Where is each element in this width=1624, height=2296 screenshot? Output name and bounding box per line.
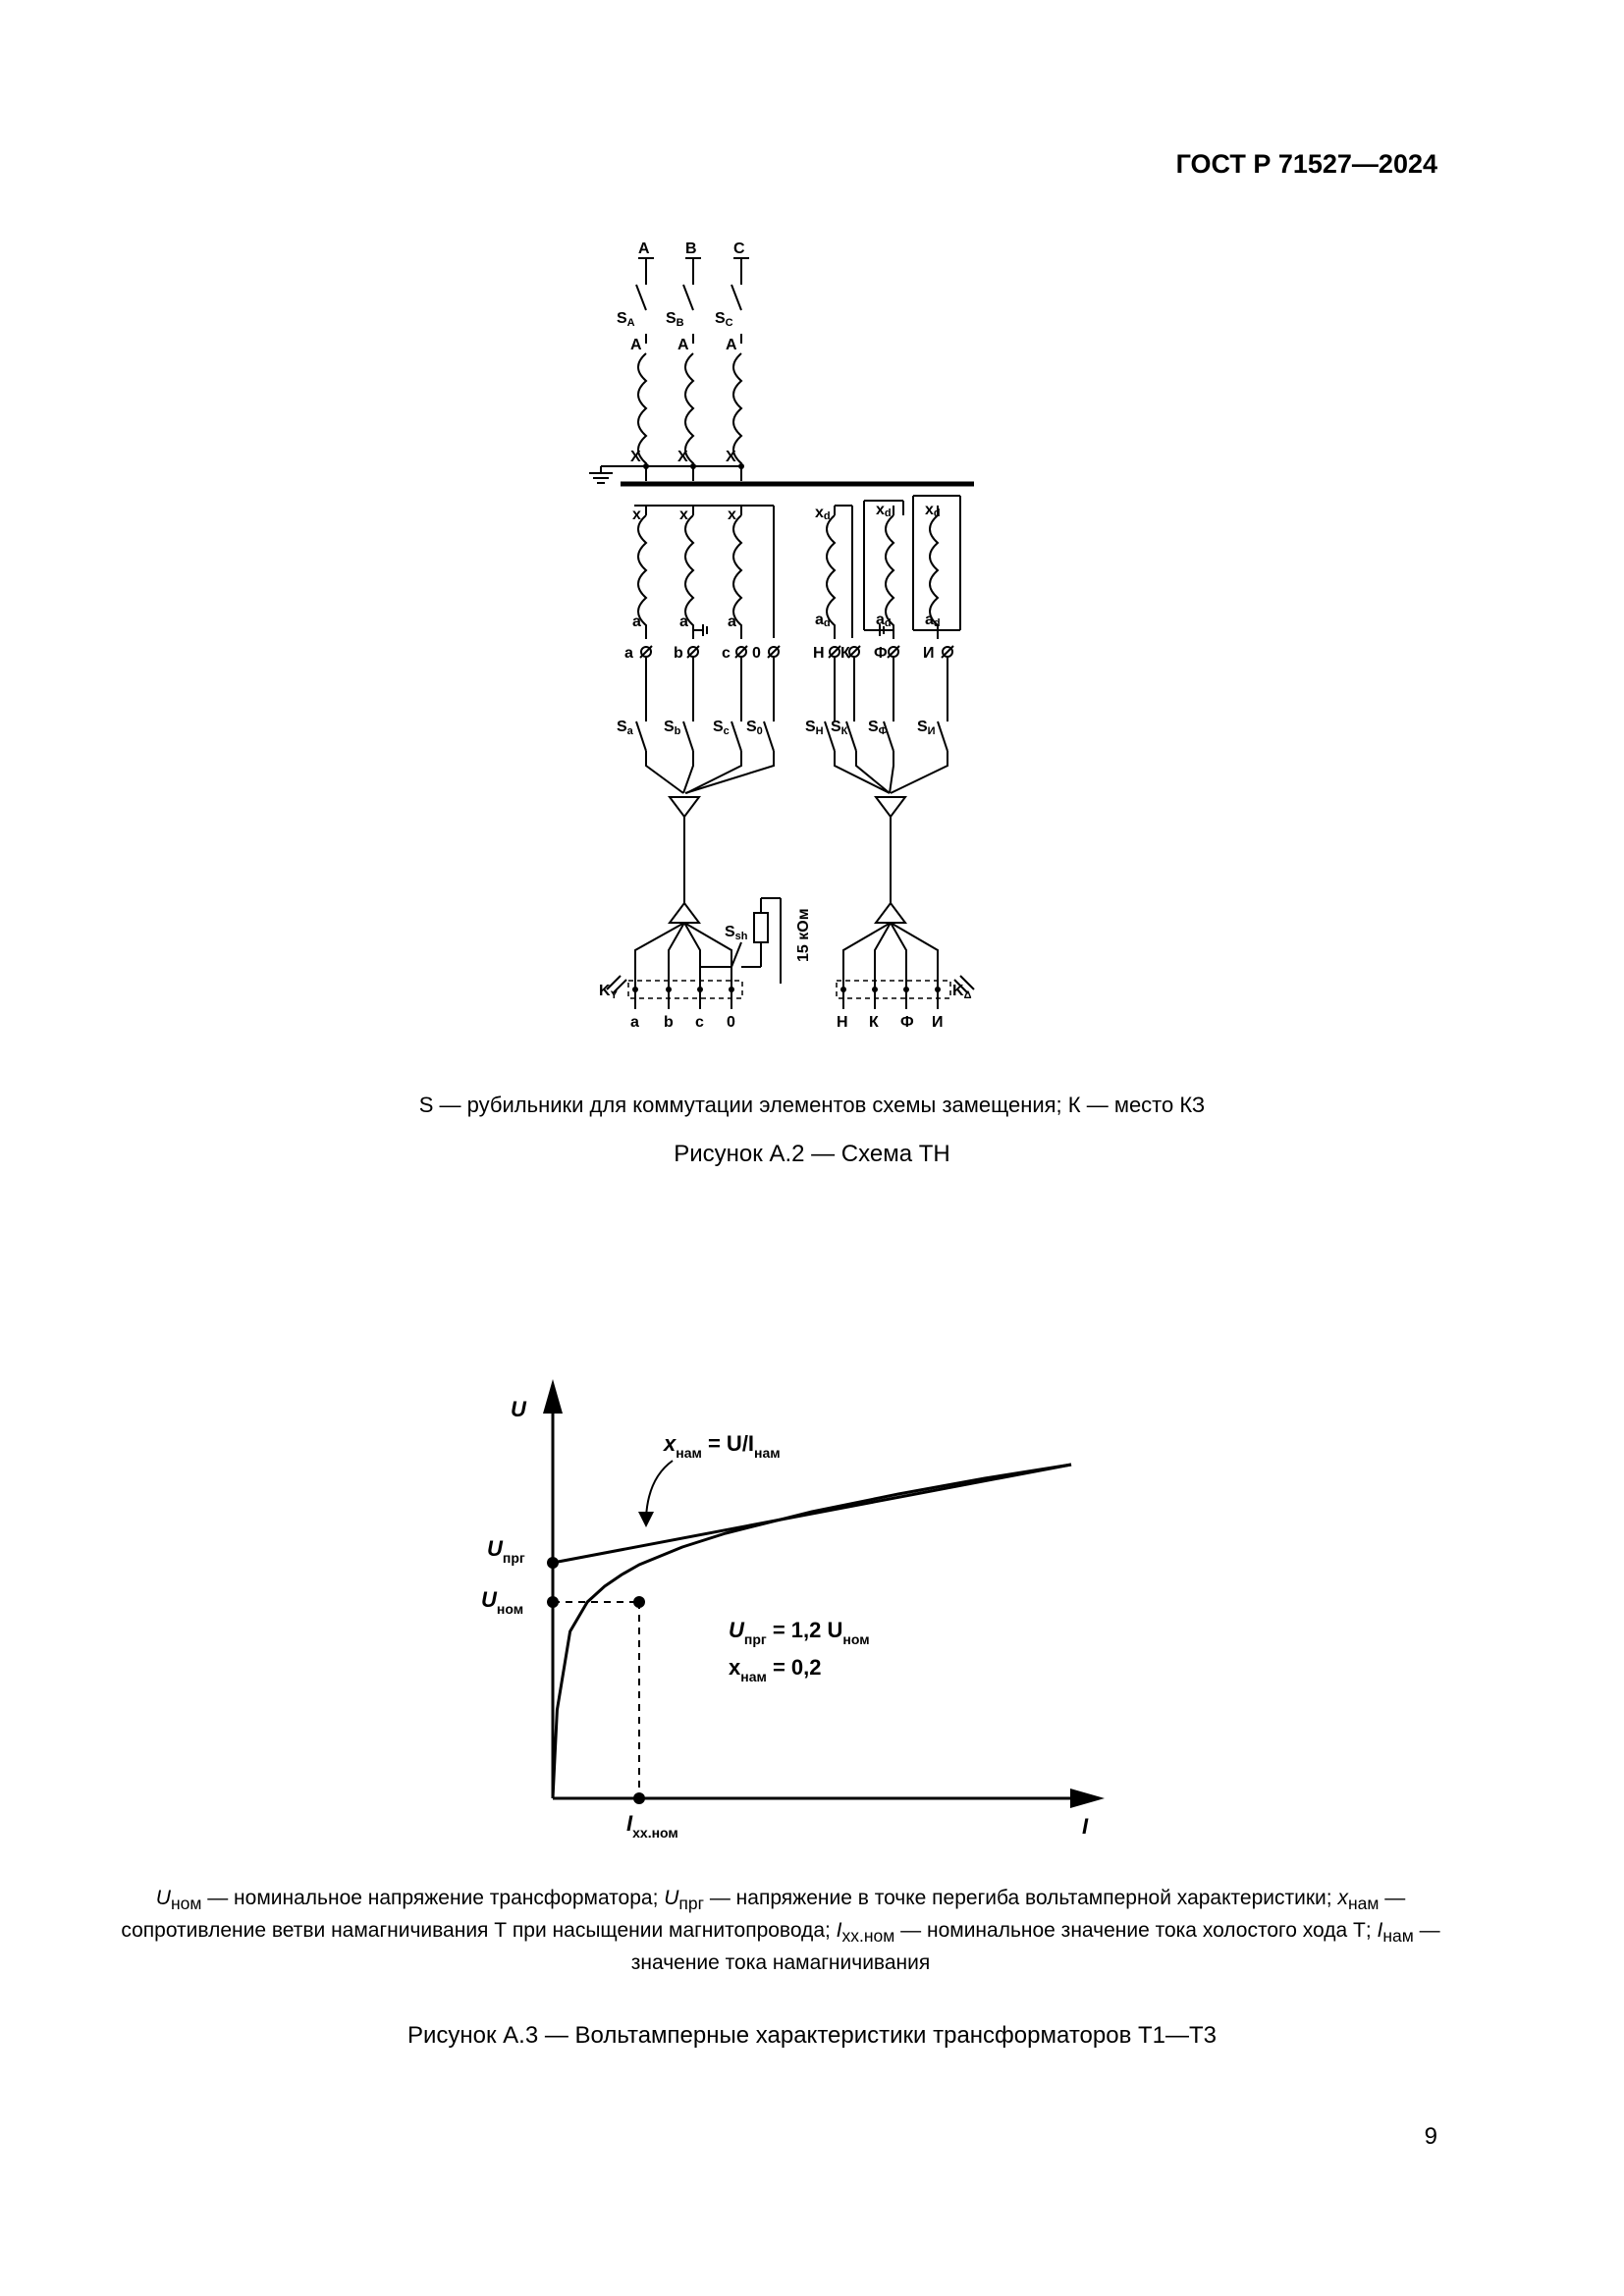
- i-xx-point: [633, 1792, 645, 1804]
- switch-label-c: SC: [715, 310, 733, 329]
- figure-a2-caption: Рисунок А.2 — Схема ТН: [674, 1141, 950, 1167]
- star-bottom-a: a: [630, 1014, 639, 1031]
- figure-a3-legend: $U_{ном}$ — номинальное напряжение трансформатора; $U_{прг}$ — напряжение в точке перегиба вольтамперной характеристики; $x_{нам}$ — сопротивление ветви намагничивания Т при насыщении магнитопровода; $I_{хх.ном}$ — номинальное значение тока холостого хода Т; $I_{нам}$ — значение тока намагничивания: [121, 1887, 1440, 1975]
- i-xx-label: $I_{хх.ном}$: [626, 1811, 678, 1841]
- delta-top-3: xd: [925, 502, 941, 519]
- u-nom-point: [547, 1596, 559, 1608]
- kd-label: KΔ: [952, 983, 972, 1001]
- delta-top-1: xd: [815, 505, 831, 522]
- star-switch-0: S0: [746, 719, 763, 737]
- eq1-label: $U_{прг} = 1,2$ $U_{ном}$: [729, 1618, 870, 1647]
- u-prg-point: [547, 1557, 559, 1569]
- star-bottom-0: 0: [727, 1014, 735, 1031]
- delta-switch-f: SФ: [868, 719, 889, 737]
- delta-top-2: xd: [876, 502, 892, 519]
- delta-bottom-n: Н: [837, 1014, 848, 1031]
- star-out-c: c: [722, 645, 731, 662]
- delta-out-f: Ф: [874, 645, 888, 662]
- hv-bot-b: X: [677, 449, 688, 465]
- x-axis-label: I: [1082, 1814, 1089, 1839]
- delta-switch-n: SН: [805, 719, 824, 737]
- phase-label-a: A: [638, 240, 650, 257]
- u-prg-label: $U_{прг}$: [487, 1536, 525, 1566]
- hv-top-a: A: [630, 337, 642, 353]
- star-bot-b: a: [679, 614, 688, 630]
- slope-arrow-head: [638, 1512, 654, 1527]
- star-switch-a: Sa: [617, 719, 633, 737]
- delta-bottom-k: К: [869, 1014, 879, 1031]
- delta-switch-i: SИ: [917, 719, 936, 737]
- delta-out-i: И: [923, 645, 935, 662]
- y-axis-arrow: [543, 1379, 563, 1414]
- hv-bot-c: X: [726, 449, 736, 465]
- delta-bot-1: ad: [815, 612, 831, 629]
- transformer-schematic: [0, 0, 1624, 1080]
- star-bot-a: a: [632, 614, 641, 630]
- document-header: ГОСТ Р 71527—2024: [1175, 149, 1437, 179]
- slope-label: $x_{нам} = U/I_{нам}$: [664, 1431, 781, 1461]
- delta-bottom-f: Ф: [900, 1014, 914, 1031]
- phase-label-b: B: [685, 240, 697, 257]
- star-out-b: b: [674, 645, 683, 662]
- delta-out-k: К: [840, 645, 850, 662]
- y-axis-label: U: [511, 1397, 526, 1421]
- delta-out-n: Н: [813, 645, 825, 662]
- delta-bot-3: ad: [925, 612, 941, 629]
- hv-top-b: A: [677, 337, 689, 353]
- star-switch-b: Sb: [664, 719, 681, 737]
- va-curve: [553, 1465, 1071, 1798]
- hv-bot-a: X: [630, 449, 641, 465]
- page-number: 9: [1424, 2123, 1437, 2150]
- star-bottom-c: c: [695, 1014, 704, 1031]
- delta-bot-2: ad: [876, 612, 892, 629]
- operating-point: [633, 1596, 645, 1608]
- star-out-a: a: [624, 645, 633, 662]
- hv-top-c: A: [726, 337, 737, 353]
- resistor-label: 15 кОм: [795, 908, 812, 962]
- slope-arrow: [646, 1461, 673, 1518]
- star-bot-c: a: [728, 614, 736, 630]
- ky-label: KY: [599, 983, 618, 1001]
- star-out-0: 0: [752, 645, 761, 662]
- x-axis-arrow: [1070, 1789, 1105, 1808]
- delta-bottom-i: И: [932, 1014, 944, 1031]
- u-nom-label: $U_{ном}$: [481, 1587, 524, 1617]
- switch-label-b: SB: [666, 310, 684, 329]
- figure-a2-note: S — рубильники для коммутации элементов схемы замещения; К — место КЗ: [418, 1093, 1206, 1117]
- delta-switch-k: SК: [831, 719, 848, 737]
- star-top-b: x: [679, 507, 688, 523]
- star-top-a: x: [632, 507, 641, 523]
- ssh-label: Ssh: [725, 924, 748, 942]
- figure-a3-caption: Рисунок А.3 — Вольтамперные характеристики трансформаторов Т1—Т3: [406, 2022, 1218, 2049]
- star-bottom-b: b: [664, 1014, 674, 1031]
- phase-label-c: C: [733, 240, 745, 257]
- star-top-c: x: [728, 507, 736, 523]
- saturation-line: [553, 1465, 1071, 1563]
- star-switch-c: Sc: [713, 719, 730, 737]
- switch-label-a: SA: [617, 310, 635, 329]
- eq2-label: $x_{нам} = 0,2$: [729, 1655, 822, 1684]
